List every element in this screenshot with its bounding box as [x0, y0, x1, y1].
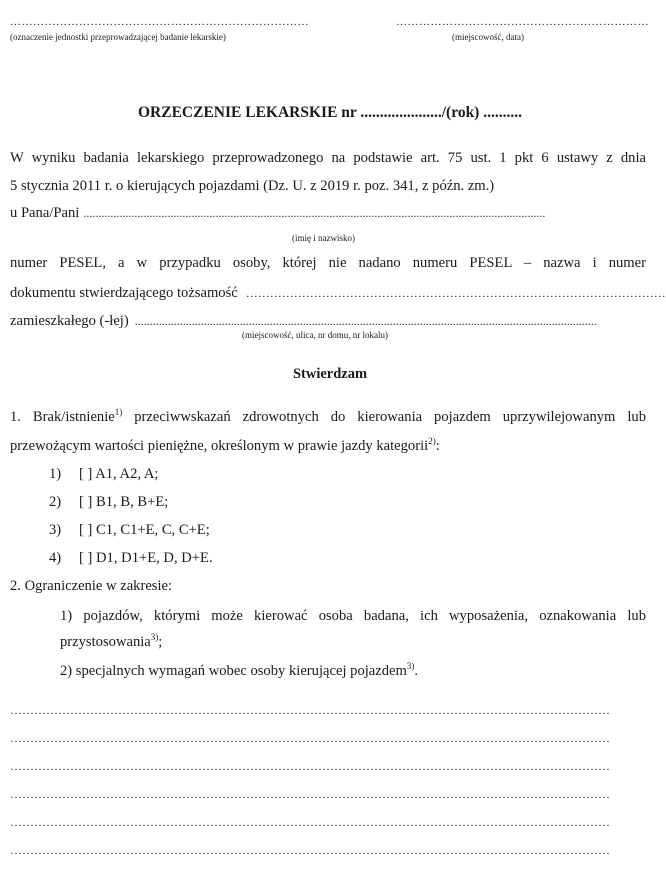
sub2-text: 2) specjalnych wymagań wobec osoby kierującej pojazdem — [60, 663, 407, 679]
blank-line-4: …………………………………………………………………………………………………………………………………… — [10, 787, 610, 801]
residence-dots: .......................................................................................................................................................... — [134, 314, 597, 328]
item-number: 1) — [49, 466, 62, 482]
item-number: 4) — [49, 550, 62, 566]
residence-caption: (miejscowość, ulica, nr domu, nr lokalu) — [242, 330, 388, 340]
intro-line-2: 5 stycznia 2011 r. o kierujących pojazdami (Dz. U. z 2019 r. poz. 341, z późn. zm.) — [10, 178, 495, 194]
section-heading-stwierdzam: Stwierdzam — [292, 366, 368, 382]
footnote-ref-2: 2) — [428, 436, 436, 447]
pesel-line-1: numer PESEL, a w przypadku osoby, której nie nadano numeru PESEL – nazwa i numer — [10, 255, 646, 271]
section1-line-1 — [10, 409, 646, 426]
section2-heading: 2. Ograniczenie w zakresie: — [10, 578, 173, 594]
section1-line-2 — [10, 438, 646, 455]
blank-line-1: …………………………………………………………………………………………………………………………………… — [10, 703, 610, 717]
page-title: ORZECZENIE LEKARSKIE nr ...................../(rok) .......... — [138, 104, 522, 121]
unit-caption: (oznaczenie jednostki przeprowadzającej badanie lekarskie) — [10, 32, 226, 42]
section1-line2-start: przewożącym wartości pieniężne, określonym w prawie jazdy kategorii — [10, 438, 429, 454]
sub1-text: przystosowania — [60, 634, 151, 650]
section1-line1-rest: przeciwwskazań zdrowotnych do kierowania pojazdem uprzywilejowanym lub — [122, 409, 646, 425]
footnote-ref-3a: 3) — [150, 632, 159, 643]
footnote-ref-1: 1) — [114, 407, 123, 418]
category-item-4 — [49, 550, 213, 567]
blank-line-5: …………………………………………………………………………………………………………………………………… — [10, 815, 610, 829]
name-dots: .......................................................................................................................................................... — [83, 206, 546, 220]
section2-sub2 — [60, 663, 646, 680]
identity-doc-dots: …………………………………………………………………………………………… — [245, 286, 666, 300]
item-text: [ ] B1, B, B+E; — [79, 494, 169, 510]
category-item-1 — [49, 466, 158, 483]
residence-row — [10, 313, 646, 330]
name-row — [10, 205, 646, 222]
place-date-dots: ………………………………………………………… — [396, 16, 649, 28]
item-text: [ ] C1, C1+E, C, C+E; — [79, 522, 210, 538]
identity-doc-label: dokumentu stwierdzającego tożsamość — [10, 285, 238, 301]
category-item-3 — [49, 522, 210, 539]
item-text: [ ] A1, A2, A; — [79, 466, 159, 482]
blank-line-3: …………………………………………………………………………………………………………………………………… — [10, 759, 610, 773]
intro-line-1: W wyniku badania lekarskiego przeprowadzonego na podstawie art. 75 ust. 1 pkt 6 ustawy z dnia — [10, 150, 646, 166]
category-item-2 — [49, 494, 168, 511]
residence-label: zamieszkałego (-łej) — [10, 313, 129, 329]
place-date-caption: (miejscowość, data) — [452, 32, 524, 42]
blank-line-2: …………………………………………………………………………………………………………………………………… — [10, 731, 610, 745]
pesel-row — [10, 285, 666, 302]
footnote-ref-3b: 3) — [406, 661, 415, 672]
section2-sub1-line2 — [60, 634, 646, 651]
sub2-end: . — [414, 663, 419, 679]
item-text: [ ] D1, D1+E, D, D+E. — [79, 550, 213, 566]
name-caption: (imię i nazwisko) — [292, 233, 355, 243]
section2-sub1-line1: 1) pojazdów, którymi może kierować osoba badana, ich wyposażenia, oznakowania lub — [60, 608, 646, 624]
section1-line2-end: : — [435, 438, 440, 454]
unit-signature-dots: …………………………………………………………………… — [10, 16, 309, 28]
section1-line1-start: 1. Brak/istnienie — [10, 409, 115, 425]
u-pana-label: u Pana/Pani — [10, 205, 80, 221]
item-number: 3) — [49, 522, 62, 538]
blank-line-6: …………………………………………………………………………………………………………………………………… — [10, 843, 610, 857]
item-number: 2) — [49, 494, 62, 510]
sub1-end: ; — [158, 634, 163, 650]
